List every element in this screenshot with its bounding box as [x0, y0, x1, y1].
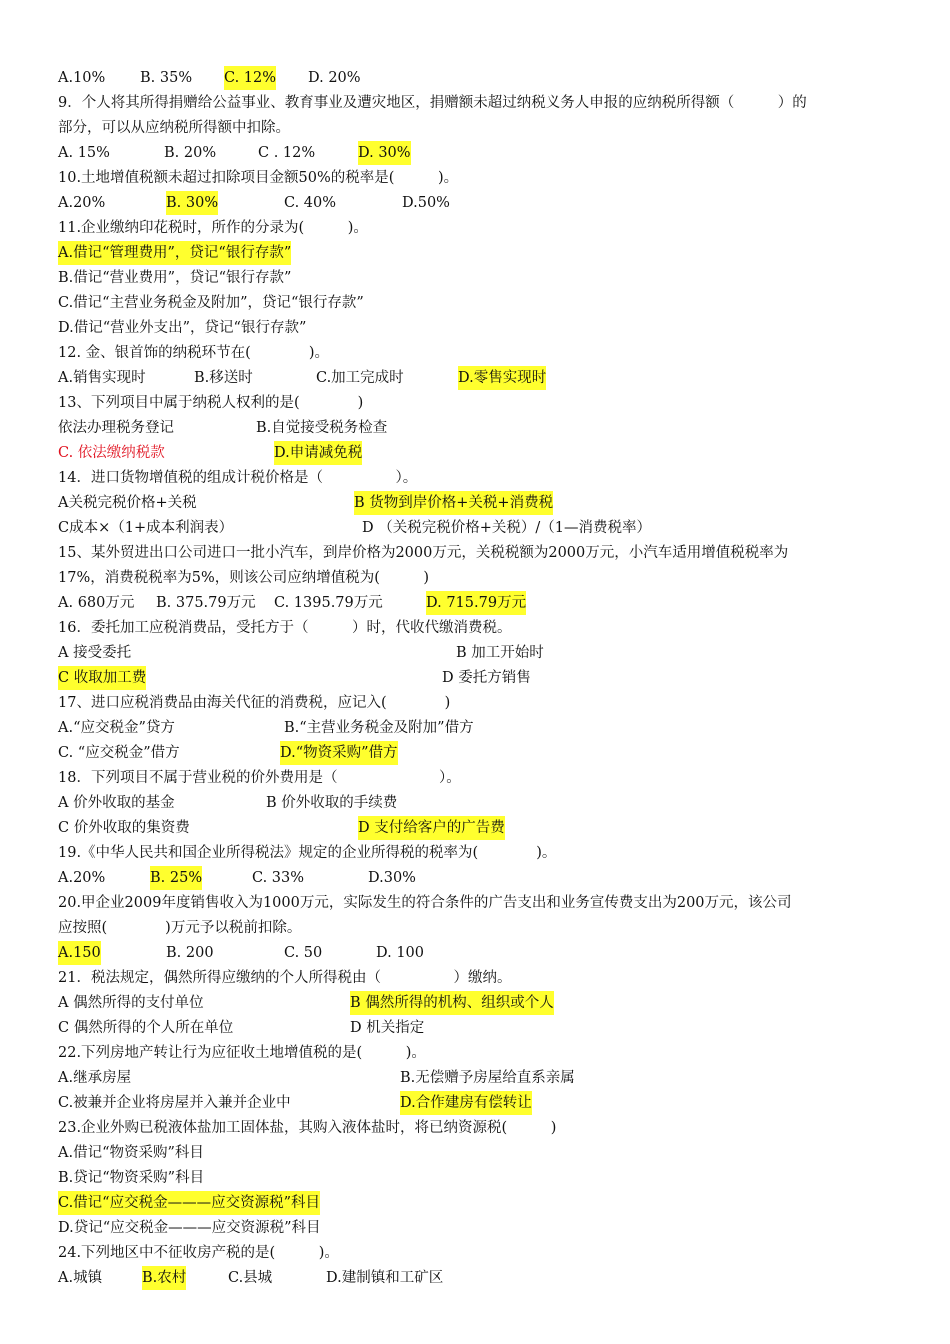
- answer-option: D. 20%: [308, 70, 361, 86]
- answer-option: D.申请减免税: [274, 441, 362, 465]
- question-text: 17、进口应税消费品由海关代征的消费税，应记入( ): [58, 695, 451, 711]
- answer-option: B 价外收取的手续费: [266, 795, 398, 811]
- question-text: 17%，消费税税率为5%，则该公司应纳增值税为( ): [58, 570, 430, 586]
- answer-option: B 偶然所得的机构、组织或个人: [350, 991, 554, 1015]
- question-text: 应按照( )万元予以税前扣除。: [58, 920, 302, 936]
- answer-option: A.20%: [58, 870, 106, 886]
- question-text: 21．税法规定，偶然所得应缴纳的个人所得税由（ ）缴纳。: [58, 970, 512, 986]
- answer-option: C成本×（1+成本利润表）: [58, 520, 234, 536]
- question-text: 19.《中华人民共和国企业所得税法》规定的企业所得税的税率为( )。: [58, 845, 557, 861]
- answer-option: B. 25%: [150, 866, 202, 890]
- question-text: 13、下列项目中属于纳税人权利的是( ): [58, 395, 364, 411]
- answer-option: D. 715.79万元: [426, 591, 526, 615]
- answer-option: C. 33%: [252, 870, 305, 886]
- answer-option: C.加工完成时: [316, 370, 404, 386]
- answer-option: B. 20%: [164, 145, 217, 161]
- question-text: 20.甲企业2009年度销售收入为1000万元，实际发生的符合条件的广告支出和业务宣传费支出为200万元，该公司: [58, 895, 792, 911]
- answer-option: B 货物到岸价格+关税+消费税: [354, 491, 553, 515]
- answer-option: B 加工开始时: [456, 645, 544, 661]
- question-text: 24.下列地区中不征收房产税的是( )。: [58, 1245, 339, 1261]
- answer-option: D.建制镇和工矿区: [326, 1270, 444, 1286]
- answer-option: A关税完税价格+关税: [58, 495, 197, 511]
- answer-option: A 价外收取的基金: [58, 795, 175, 811]
- answer-option: D.50%: [402, 195, 450, 211]
- answer-option: D 支付给客户的广告费: [358, 816, 505, 840]
- answer-option: A.继承房屋: [58, 1070, 132, 1086]
- answer-option: D.合作建房有偿转让: [400, 1091, 532, 1115]
- answer-option: C. 40%: [284, 195, 337, 211]
- answer-option: D.“物资采购”借方: [280, 741, 398, 765]
- question-text: 23.企业外购已税液体盐加工固体盐，其购入液体盐时，将已纳资源税( ): [58, 1120, 557, 1136]
- question-text: C.借记“主营业务税金及附加”，贷记“银行存款”: [58, 295, 364, 311]
- answer-option: A.10%: [58, 70, 106, 86]
- question-text: 16．委托加工应税消费品，受托方于（ ）时，代收代缴消费税。: [58, 620, 512, 636]
- answer-option: A.150: [58, 941, 101, 965]
- answer-option: D （关税完税价格+关税）/（1—消费税率）: [362, 520, 651, 536]
- question-text: B.贷记“物资采购”科目: [58, 1170, 205, 1186]
- answer-option: D 机关指定: [350, 1020, 425, 1036]
- answer-option: C. 50: [284, 945, 323, 961]
- question-text: 10.土地增值税额未超过扣除项目金额50%的税率是( )。: [58, 170, 459, 186]
- answer-option: C. 12%: [224, 66, 276, 90]
- answer-option: C . 12%: [258, 145, 316, 161]
- answer-option: B.无偿赠予房屋给直系亲属: [400, 1070, 575, 1086]
- question-text: 15、某外贸进出口公司进口一批小汽车，到岸价格为2000万元，关税税额为2000万元，小汽车适用增值税税率为: [58, 545, 789, 561]
- answer-option: A.20%: [58, 195, 106, 211]
- answer-option: C 偶然所得的个人所在单位: [58, 1020, 234, 1036]
- answer-option: D. 30%: [358, 141, 411, 165]
- answer-option: B. 35%: [140, 70, 193, 86]
- question-text: 12. 金、银首饰的纳税环节在( )。: [58, 345, 329, 361]
- answer-option: A 偶然所得的支付单位: [58, 995, 204, 1011]
- answer-option: B. 200: [166, 945, 214, 961]
- answer-option: D 委托方销售: [442, 670, 531, 686]
- answer-option: A.销售实现时: [58, 370, 146, 386]
- question-text: 部分，可以从应纳税所得额中扣除。: [58, 120, 290, 136]
- answer-option: A. 680万元: [58, 595, 135, 611]
- answer-option: B. 375.79万元: [156, 595, 256, 611]
- answer-option: C. “应交税金”借方: [58, 745, 180, 761]
- answer-option: B.“主营业务税金及附加”借方: [284, 720, 474, 736]
- answer-option: B.移送时: [194, 370, 253, 386]
- answer-option: C. 依法缴纳税款: [58, 445, 165, 461]
- question-text: 9．个人将其所得捐赠给公益事业、教育事业及遭灾地区，捐赠额未超过纳税义务人申报的应纳税所得额（ ）的: [58, 95, 807, 111]
- answer-option: B. 30%: [166, 191, 218, 215]
- question-text: D.贷记“应交税金———应交资源税”科目: [58, 1220, 321, 1236]
- question-text: 22.下列房地产转让行为应征收土地增值税的是( )。: [58, 1045, 426, 1061]
- answer-option: 依法办理税务登记: [58, 420, 174, 436]
- answer-option: C.被兼并企业将房屋并入兼并企业中: [58, 1095, 291, 1111]
- answer-option: B.自觉接受税务检查: [256, 420, 388, 436]
- question-text: 14．进口货物增值税的组成计税价格是（ ）。: [58, 470, 418, 486]
- question-text: D.借记“营业外支出”，贷记“银行存款”: [58, 320, 307, 336]
- answer-option: D.零售实现时: [458, 366, 546, 390]
- question-text: A.借记“物资采购”科目: [58, 1145, 204, 1161]
- question-text: A.借记“管理费用”，贷记“银行存款”: [58, 241, 291, 265]
- answer-option: C 价外收取的集资费: [58, 820, 190, 836]
- answer-option: C. 1395.79万元: [274, 595, 383, 611]
- answer-option: A.城镇: [58, 1270, 103, 1286]
- answer-option: A 接受委托: [58, 645, 132, 661]
- question-text: C.借记“应交税金———应交资源税”科目: [58, 1191, 320, 1215]
- answer-option: A. 15%: [58, 145, 110, 161]
- answer-option: D.30%: [368, 870, 416, 886]
- question-text: 18．下列项目不属于营业税的价外费用是（ ）。: [58, 770, 461, 786]
- answer-option: C 收取加工费: [58, 666, 146, 690]
- answer-option: C.县城: [228, 1270, 273, 1286]
- answer-option: D. 100: [376, 945, 425, 961]
- answer-option: A.“应交税金”贷方: [58, 720, 175, 736]
- question-text: B.借记“营业费用”，贷记“银行存款”: [58, 270, 292, 286]
- answer-option: B.农村: [142, 1266, 186, 1290]
- question-text: 11.企业缴纳印花税时，所作的分录为( )。: [58, 220, 368, 236]
